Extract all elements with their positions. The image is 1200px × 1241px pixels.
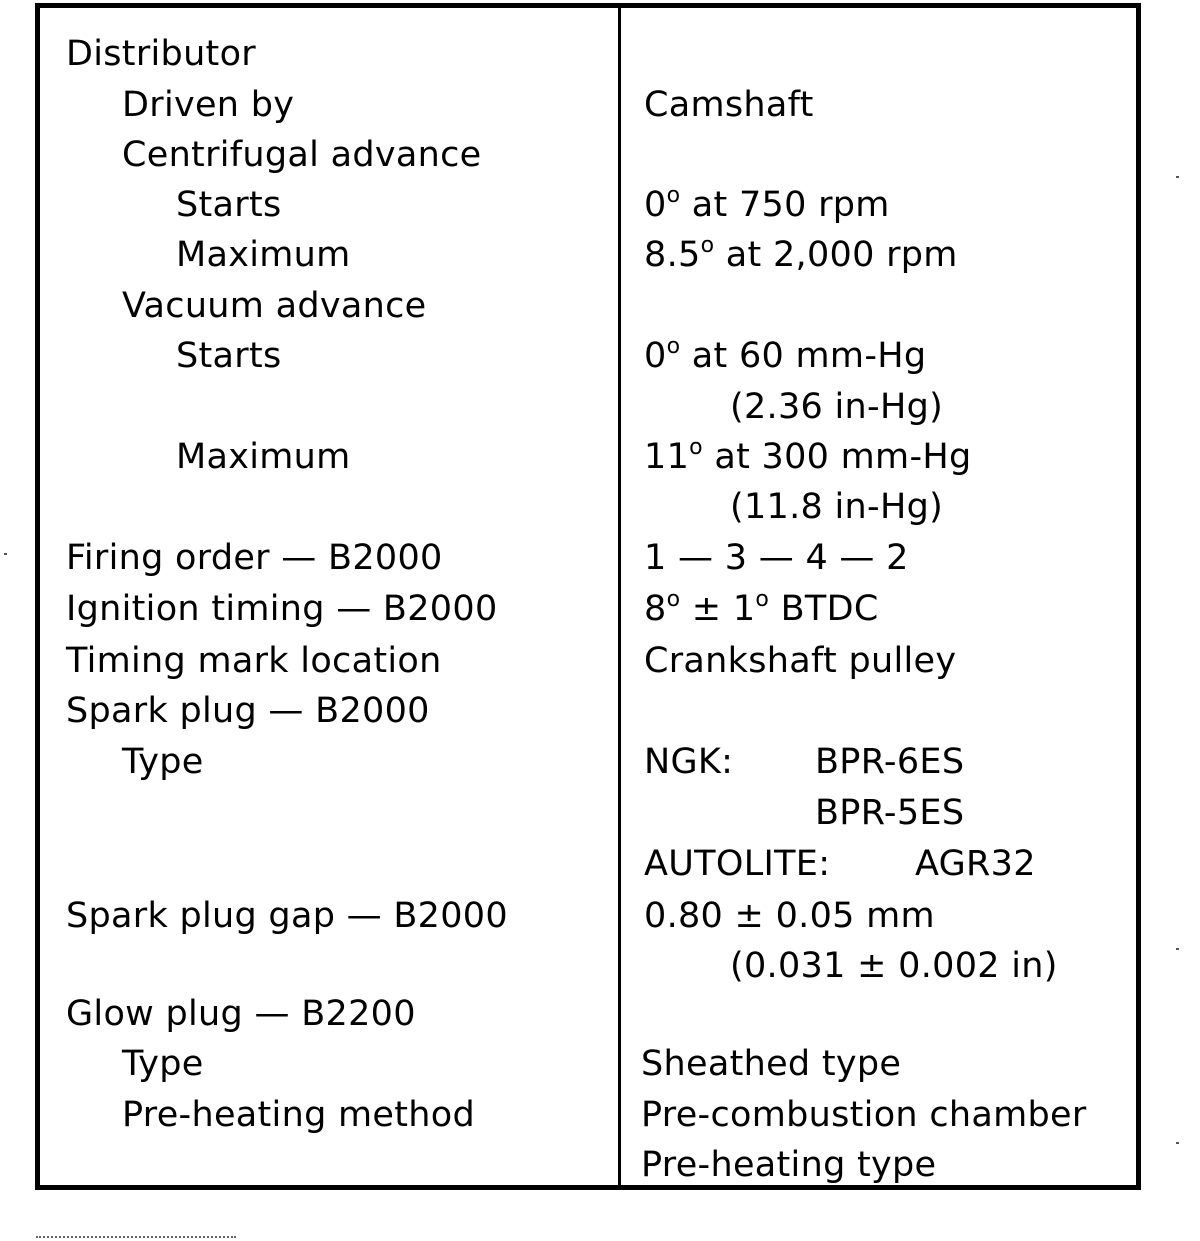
- degree-symbol: o: [689, 435, 703, 460]
- value-vacuum-maximum-inhg: (11.8 in-Hg): [730, 487, 944, 527]
- label-ignition-timing: Ignition timing — B2000: [66, 589, 498, 629]
- label-glow-plug-type: Type: [122, 1044, 204, 1084]
- label-vacuum-maximum: Maximum: [176, 437, 351, 477]
- label-spark-plug-type: Type: [122, 742, 204, 782]
- scan-mark: [1176, 1142, 1179, 1144]
- value-spark-plug-brand-autolite: AUTOLITE:: [644, 844, 831, 884]
- label-centrifugal-maximum: Maximum: [176, 235, 351, 275]
- column-divider: [618, 8, 621, 1185]
- value-firing-order: 1 — 3 — 4 — 2: [644, 538, 909, 578]
- label-centrifugal-starts: Starts: [176, 185, 282, 225]
- value-spark-plug-model-3: AGR32: [915, 844, 1036, 884]
- label-vacuum-starts: Starts: [176, 336, 282, 376]
- value-ignition-timing: $8^o \pm 1^o$ BTDC: [644, 587, 879, 629]
- scan-mark: [1176, 948, 1179, 950]
- value-glow-plug-type: Sheathed type: [641, 1044, 902, 1084]
- value-pre-heating-type: Pre-heating type: [641, 1145, 937, 1185]
- label-driven-by: Driven by: [122, 85, 295, 125]
- value-centrifugal-maximum: 8.5$^o$ at 2,000 rpm: [644, 233, 958, 275]
- scan-mark: [1176, 176, 1179, 178]
- scan-mark: [4, 553, 7, 555]
- label-spark-plug: Spark plug — B2000: [66, 691, 430, 731]
- label-centrifugal-advance: Centrifugal advance: [122, 135, 482, 175]
- label-spark-plug-gap: Spark plug gap — B2000: [66, 896, 508, 936]
- scan-dots: [36, 1236, 236, 1241]
- label-glow-plug: Glow plug — B2200: [66, 994, 416, 1034]
- value-vacuum-starts-inhg: (2.36 in-Hg): [730, 387, 944, 427]
- label-timing-mark-location: Timing mark location: [66, 641, 442, 681]
- label-pre-heating-method: Pre-heating method: [122, 1095, 475, 1135]
- value-timing-mark-location: Crankshaft pulley: [644, 641, 957, 681]
- degree-symbol: o: [700, 233, 715, 258]
- value-driven-by: Camshaft: [644, 85, 814, 125]
- degree-symbol: o: [666, 183, 681, 208]
- value-spark-plug-brand-ngk: NGK:: [644, 742, 734, 782]
- value-spark-plug-model-1: BPR-6ES: [815, 742, 965, 782]
- value-spark-plug-model-2: BPR-5ES: [815, 793, 965, 833]
- degree-symbol: o: [755, 587, 770, 612]
- value-pre-heating-method: Pre-combustion chamber: [641, 1095, 1087, 1135]
- value-vacuum-starts: 0$^o$ at 60 mm-Hg: [644, 334, 927, 376]
- degree-symbol: o: [666, 587, 681, 612]
- value-spark-plug-gap-mm: 0.80 ± 0.05 mm: [644, 896, 935, 936]
- value-vacuum-maximum: 11$^o$ at 300 mm-Hg: [644, 435, 972, 477]
- label-vacuum-advance: Vacuum advance: [122, 286, 427, 326]
- value-spark-plug-gap-in: (0.031 ± 0.002 in): [730, 946, 1058, 986]
- label-distributor: Distributor: [66, 34, 256, 74]
- label-firing-order: Firing order — B2000: [66, 538, 443, 578]
- value-centrifugal-starts: 0$^o$ at 750 rpm: [644, 183, 890, 225]
- spec-table: [35, 3, 1141, 1190]
- degree-symbol: o: [666, 334, 681, 359]
